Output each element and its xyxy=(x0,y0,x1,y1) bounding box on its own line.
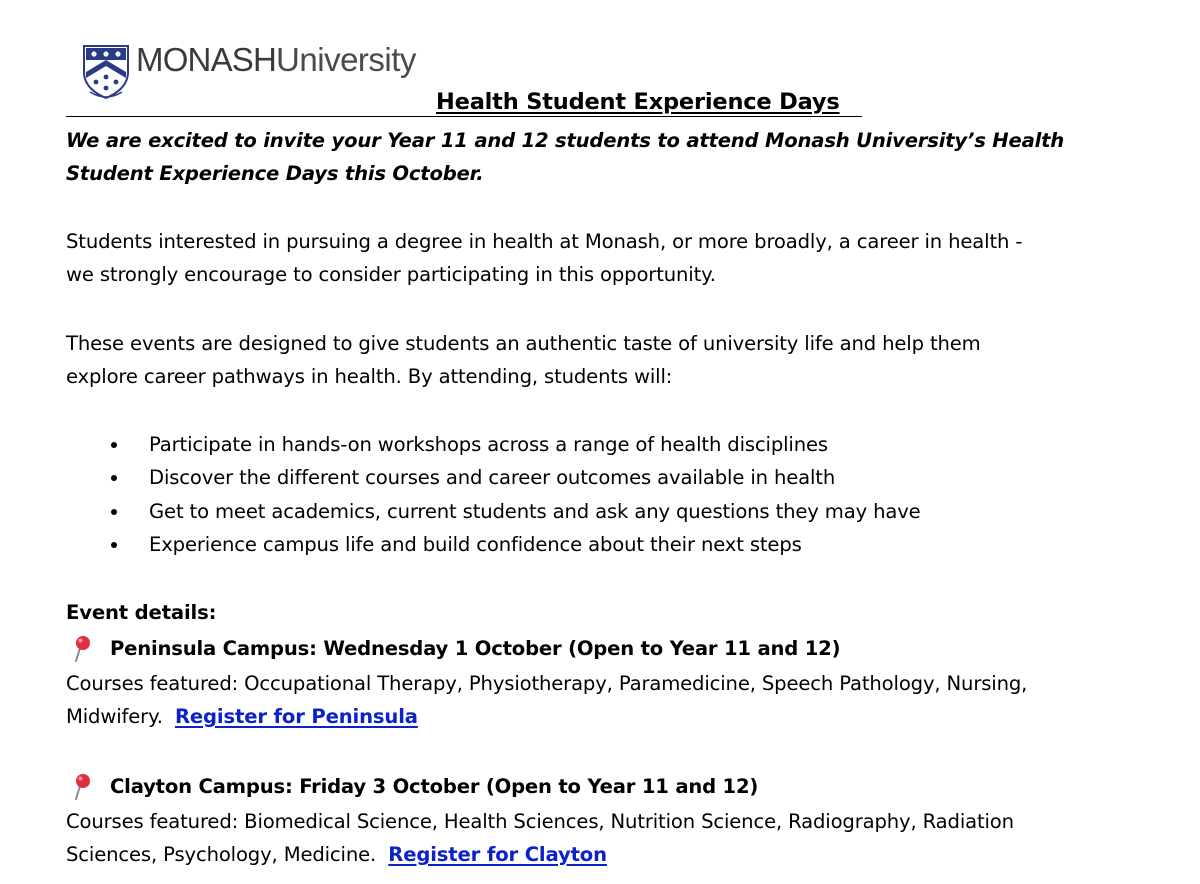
paragraph-events xyxy=(66,327,981,393)
monash-logo xyxy=(80,42,416,102)
clayton-courses-tail: Sciences, Psychology, Medicine. xyxy=(66,843,389,866)
document-title: Health Student Experience Days xyxy=(436,89,840,115)
peninsula-courses xyxy=(66,667,1027,733)
clayton-campus-heading xyxy=(70,770,758,803)
peninsula-campus-heading xyxy=(70,632,840,665)
round-pushpin-icon xyxy=(70,773,96,801)
peninsula-courses-line-1: Courses featured: Occupational Therapy, Physiotherapy, Paramedicine, Speech Pathology, Nursing, xyxy=(66,672,1028,695)
paragraph-1-line-1: Students interested in pursuing a degree in health at Monash, or more broadly, a career in health - xyxy=(66,230,1023,253)
benefits-list xyxy=(105,428,921,561)
wordmark-monash: MONASH xyxy=(136,41,277,78)
intro-paragraph xyxy=(66,124,1064,190)
monash-crest-icon xyxy=(80,42,132,100)
list-item: Discover the different courses and career outcomes available in health xyxy=(105,461,921,494)
peninsula-courses-line-2 xyxy=(66,700,1027,733)
clayton-courses-line-1: Courses featured: Biomedical Science, Health Sciences, Nutrition Science, Radiography, Radiation xyxy=(66,810,1014,833)
round-pushpin-icon xyxy=(70,635,96,663)
register-clayton-link[interactable]: Register for Clayton xyxy=(388,843,607,866)
intro-line-1: We are excited to invite your Year 11 and 12 students to attend Monash University’s Health xyxy=(66,129,1065,152)
monash-wordmark xyxy=(136,42,416,78)
list-item: Participate in hands-on workshops across a range of health disciplines xyxy=(105,428,921,461)
event-details-heading: Event details: xyxy=(66,601,217,624)
register-peninsula-link[interactable]: Register for Peninsula xyxy=(174,705,418,728)
clayton-courses xyxy=(66,805,1014,871)
peninsula-heading-text: Peninsula Campus: Wednesday 1 October (Open to Year 11 and 12) xyxy=(110,637,841,660)
clayton-courses-line-2 xyxy=(66,838,1014,871)
peninsula-courses-tail: Midwifery. xyxy=(66,705,175,728)
wordmark-university: University xyxy=(276,41,416,78)
intro-line-2: Student Experience Days this October. xyxy=(66,162,484,185)
list-item: Experience campus life and build confidence about their next steps xyxy=(105,528,921,561)
paragraph-interest xyxy=(66,225,1022,291)
paragraph-2-line-1: These events are designed to give students an authentic taste of university life and help them xyxy=(66,332,981,355)
clayton-heading-text: Clayton Campus: Friday 3 October (Open to Year 11 and 12) xyxy=(110,775,759,798)
paragraph-1-line-2: we strongly encourage to consider participating in this opportunity. xyxy=(66,263,716,286)
list-item: Get to meet academics, current students and ask any questions they may have xyxy=(105,495,921,528)
paragraph-2-line-2: explore career pathways in health. By attending, students will: xyxy=(66,365,673,388)
